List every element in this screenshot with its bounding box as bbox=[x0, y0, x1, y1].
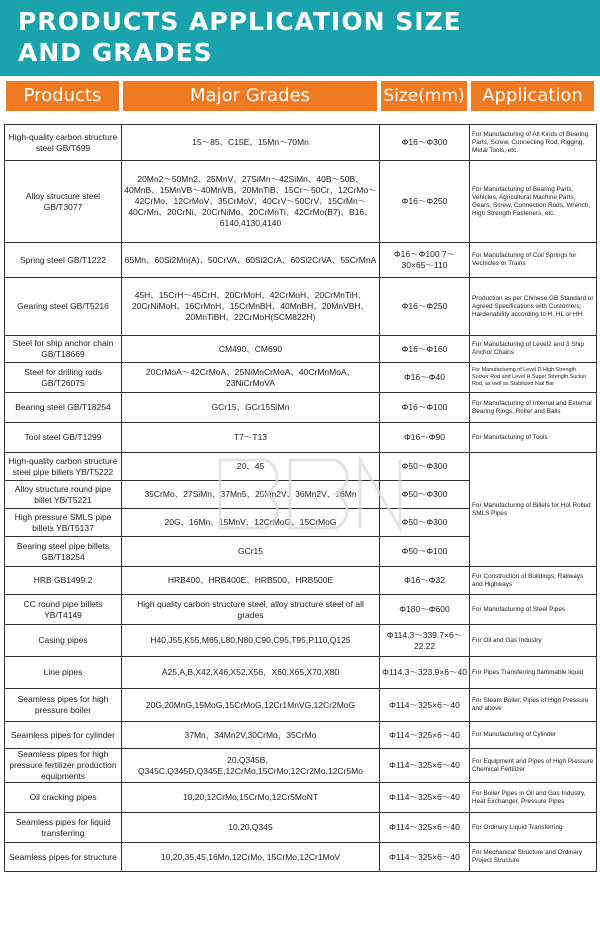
size-cell: Φ114.3～339.7×6～22.22 bbox=[380, 625, 470, 657]
product-cell: HRB GB1499.2 bbox=[5, 567, 122, 595]
size-cell: Φ50～Φ300 bbox=[380, 453, 470, 481]
size-cell: Φ114.3～323.9×6～40 bbox=[380, 657, 470, 689]
table-row bbox=[5, 336, 597, 363]
size-cell: Φ16～Φ90 bbox=[380, 423, 470, 453]
application-cell: For Manufacturing of Bearing Parts, Vehicles, Agricultural Machine Parts, Gears, Screw, Connection Rods, Wrench, High Strength Fasteners, etc. bbox=[470, 161, 597, 243]
product-cell: Seamless pipes for liquid transferring bbox=[5, 813, 122, 843]
size-cell: Φ16～Φ100 7～30×65～110 bbox=[380, 243, 470, 278]
grades-cell: 15～85、C15E、15Mn～70Mn bbox=[122, 125, 380, 161]
table-row bbox=[5, 243, 597, 278]
header-products: Products bbox=[6, 81, 119, 111]
table-row bbox=[5, 722, 597, 749]
table-row bbox=[5, 393, 597, 423]
application-cell: For Manufacturing of Internal and External Bearing Rings, Roller and Balls bbox=[470, 393, 597, 423]
grades-cell: A25,A,B,X42,X46,X52,X56，X60,X65,X70,X80 bbox=[122, 657, 380, 689]
grades-cell: High quality carbon structure steel, alloy structure steel of all grades bbox=[122, 595, 380, 625]
application-cell: For Oil and Gas Industry bbox=[470, 625, 597, 657]
table-row bbox=[5, 125, 597, 161]
application-cell: For Manufacturing of Level D High Strength Sucker Rod and Level H Super Strength Sucker Rod, as well as Stabilized Nail Bar bbox=[470, 363, 597, 393]
table-row bbox=[5, 783, 597, 813]
table-row bbox=[5, 749, 597, 783]
header-application: Application bbox=[471, 81, 594, 111]
size-cell: Φ16～Φ40 bbox=[380, 363, 470, 393]
grades-cell: CM490、CM690 bbox=[122, 336, 380, 363]
product-cell: Gearing steel GB/T5216 bbox=[5, 278, 122, 336]
product-cell: Casing pipes bbox=[5, 625, 122, 657]
application-cell: For Mechanical Structure and Ordinary Project Structure bbox=[470, 843, 597, 872]
product-cell: CC round pipe billets YB/T4149 bbox=[5, 595, 122, 625]
products-table bbox=[4, 124, 597, 872]
size-cell: Φ114～325×6～40 bbox=[380, 783, 470, 813]
size-cell: Φ50～Φ300 bbox=[380, 481, 470, 509]
grades-cell: T7～T13 bbox=[122, 423, 380, 453]
grades-cell: 45H、15CrH～45CrH、20CrMoH、42CrMoH、20CrMnTiH、20CrNiMoH、16CrMnH、15CrMnBH、40MnBH、20MnVBH、20MnTiBH、22CrMoH(SCM822H) bbox=[122, 278, 380, 336]
grades-cell: 35CrMo、27SiMn、37Mn5、25Mn2V、36Mn2V、16Mn bbox=[122, 481, 380, 509]
header-major-grades: Major Grades bbox=[123, 81, 377, 111]
grades-cell: 20Mn2～50Mn2、25MnV、27SiMn～42SiMn、40B～50B、40MnB、15MnVB～40MnVB、20MnTiB、15Cr～50Cr、12CrMo～42CrMo、12CrMoV、35CrMoV、40CrV～50CrV、15CrMn～40CrMn、20CrNi、20CrNiMo、20CrMnTi、42CrMo(B7)、B16、6140,4130,4140 bbox=[122, 161, 380, 243]
product-cell: Tool steel GB/T1299 bbox=[5, 423, 122, 453]
table-row bbox=[5, 161, 597, 243]
grades-cell: 20,Q345B，Q345C,Q345D,Q345E,12CrMo,15CrMo,12Cr2Mo,12Cr5Mo bbox=[122, 749, 380, 783]
grades-cell: HRB400、HRB400E、HRB500、HRB500E bbox=[122, 567, 380, 595]
application-cell: For Manufacturing of Level2 and 3 Ship Anchor Chains bbox=[470, 336, 597, 363]
table-row bbox=[5, 657, 597, 689]
size-cell: Φ114～325×6～40 bbox=[380, 813, 470, 843]
application-cell: For Manufacturing of Steel Pipes bbox=[470, 595, 597, 625]
product-cell: High-quality carbon structure steel pipe billets YB/T5222 bbox=[5, 453, 122, 481]
size-cell: Φ114～325×6～40 bbox=[380, 689, 470, 722]
table-row bbox=[5, 689, 597, 722]
product-cell: Bearing steel GB/T18254 bbox=[5, 393, 122, 423]
table-row bbox=[5, 278, 597, 336]
size-cell: Φ114～325×6～40 bbox=[380, 843, 470, 872]
size-cell: Φ16～Φ100 bbox=[380, 393, 470, 423]
product-cell: Steel for ship anchor chain GB/T18669 bbox=[5, 336, 122, 363]
table-row bbox=[5, 813, 597, 843]
size-cell: Φ16～Φ32 bbox=[380, 567, 470, 595]
grades-cell: H40,J55,K55,M65,L80,N80,C90,C95,T95,P110,Q125 bbox=[122, 625, 380, 657]
size-cell: Φ16～Φ300 bbox=[380, 125, 470, 161]
application-cell: For Construction of Buildings, Railways and Highways bbox=[470, 567, 597, 595]
application-cell: For Steam Boiler, Pipes of High Pressure and above bbox=[470, 689, 597, 722]
size-cell: Φ114～325×6～40 bbox=[380, 749, 470, 783]
grades-cell: 20、45 bbox=[122, 453, 380, 481]
page-title-line2: AND GRADES bbox=[18, 38, 213, 67]
grades-cell: 20CrMoA～42CrMoA、25NiMnCrMoA、40CrMnMoA、23NiCrMoVA bbox=[122, 363, 380, 393]
product-cell: Spring steel GB/T1222 bbox=[5, 243, 122, 278]
product-cell: Steel for drilling rods GB/T26075 bbox=[5, 363, 122, 393]
product-cell: Line pipes bbox=[5, 657, 122, 689]
table-row bbox=[5, 567, 597, 595]
grades-cell: 65Mn、60Si2Mn(A)、50CrVA、60Si2CrA、60Si2CrVA、55CrMnA bbox=[122, 243, 380, 278]
size-cell: Φ50～Φ100 bbox=[380, 537, 470, 567]
grades-cell: 10,20,12CrMo,15CrMo,12Cr5MoNT bbox=[122, 783, 380, 813]
product-cell: Seamless pipes for cylinder bbox=[5, 722, 122, 749]
grades-cell: 20G、16Mn、15MnV、12CrMoG、15CrMoG bbox=[122, 509, 380, 537]
table-row bbox=[5, 595, 597, 625]
size-cell: Φ16～Φ250 bbox=[380, 278, 470, 336]
application-cell: Production as per Chinese GB Standard or Agreed Specifications with Customers; Hardenability according to H, HL or HH bbox=[470, 278, 597, 336]
product-cell: Seamless pipes for structure bbox=[5, 843, 122, 872]
application-cell: For Pipes Transferring flammable liquid bbox=[470, 657, 597, 689]
application-cell: For Manufacturing of Billets for Hot Rolled SMLS Pipes bbox=[470, 453, 597, 567]
application-cell: For Manufacturing of All Kinds of Bearing Parts, Screw, Connecting Rod, Rigging, Metal Tools, etc. bbox=[470, 125, 597, 161]
grades-cell: 10,20,35,45,16Mn,12CrMo, 15CrMo,12Cr1MoV bbox=[122, 843, 380, 872]
application-cell: For Manufacturing of Cylinder bbox=[470, 722, 597, 749]
grades-cell: 10,20,Q345 bbox=[122, 813, 380, 843]
size-cell: Φ50～Φ300 bbox=[380, 509, 470, 537]
size-cell: Φ180～Φ600 bbox=[380, 595, 470, 625]
table-row bbox=[5, 423, 597, 453]
product-cell: Alloy structure round pipe billet YB/T5221 bbox=[5, 481, 122, 509]
table-row bbox=[5, 625, 597, 657]
size-cell: Φ16～Φ160 bbox=[380, 336, 470, 363]
application-cell: For Manufacturing of Tools bbox=[470, 423, 597, 453]
size-cell: Φ16～Φ250 bbox=[380, 161, 470, 243]
grades-cell: 20G,20MnG,15MoG,15CrMoG,12Cr1MnVG,12Cr2MoG bbox=[122, 689, 380, 722]
product-cell: High-quality carbon structure steel GB/T699 bbox=[5, 125, 122, 161]
grades-cell: GCr15、GCr15SiMn bbox=[122, 393, 380, 423]
title-banner bbox=[0, 0, 600, 76]
table-row bbox=[5, 453, 597, 481]
size-cell: Φ114～325×6～40 bbox=[380, 722, 470, 749]
grades-cell: 37Mn，34Mn2V,30CrMo，35CrMo bbox=[122, 722, 380, 749]
product-cell: Bearing steel pipe billets GB/T18254 bbox=[5, 537, 122, 567]
application-cell: For Ordinary Liquid Transferring bbox=[470, 813, 597, 843]
product-cell: Oil cracking pipes bbox=[5, 783, 122, 813]
grades-cell: GCr15 bbox=[122, 537, 380, 567]
application-cell: For Manufacturing of Coil Springs for Vechicles or Trains bbox=[470, 243, 597, 278]
application-cell: For Boiler Pipes in Oil and Gas Industry, Heat Exchanger, Pressure Pipes bbox=[470, 783, 597, 813]
page-title-line1: PRODUCTS APPLICATION SIZE bbox=[18, 7, 462, 36]
header-size: Size(mm) bbox=[381, 81, 467, 111]
product-cell: Seamless pipes for high pressure fertilizer production equipments bbox=[5, 749, 122, 783]
product-cell: Alloy structure steel GB/T3077 bbox=[5, 161, 122, 243]
product-cell: High pressure SMLS pipe billets YB/T5137 bbox=[5, 509, 122, 537]
product-cell: Seamless pipes for high pressure boiler bbox=[5, 689, 122, 722]
table-row bbox=[5, 363, 597, 393]
table-row bbox=[5, 843, 597, 872]
application-cell: For Equipment and Pipes of High Pressure Chemical Fertilizer bbox=[470, 749, 597, 783]
